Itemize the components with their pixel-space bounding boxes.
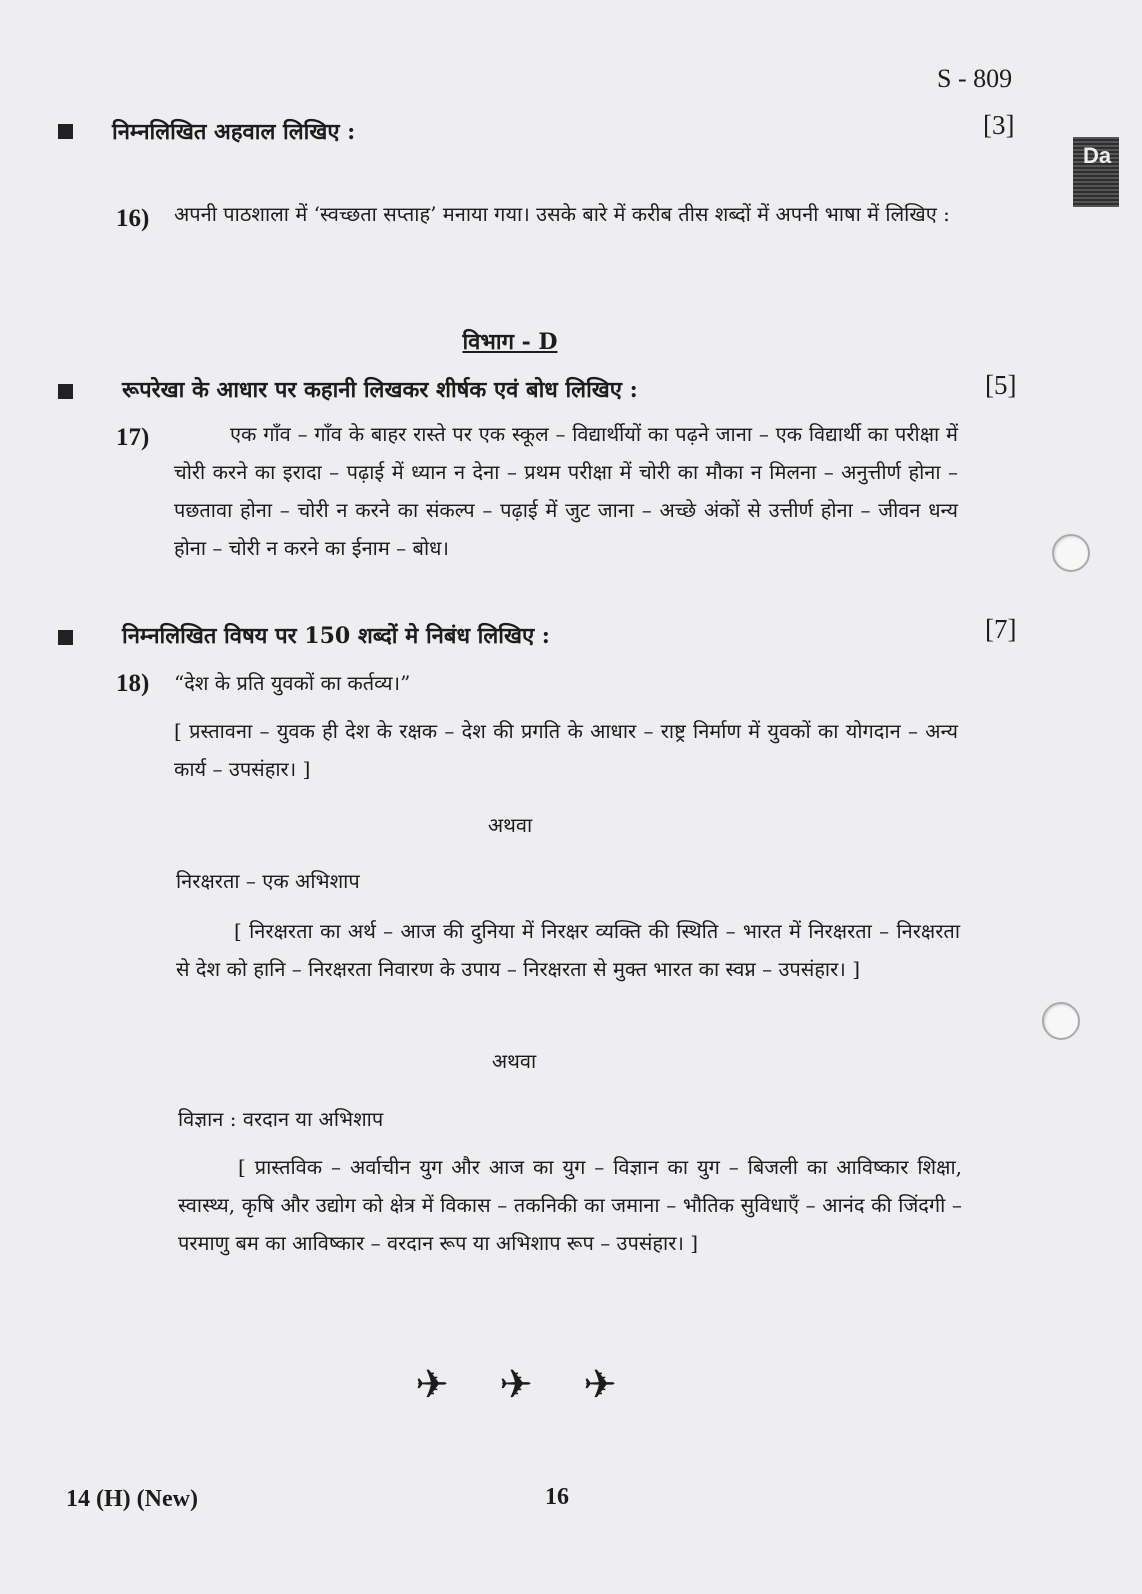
or-label: अथवा (487, 813, 533, 837)
punch-hole-icon (1042, 1002, 1080, 1040)
q17-marks: [5] (985, 370, 1017, 400)
q16-text: अपनी पाठशाला में ‘स्वच्छता सप्ताह’ मनाया गया। उसके बारे में करीब तीस शब्दों में अपनी भाषा में लिखिए : (174, 202, 950, 226)
airplane-icon: ✈ (415, 1362, 449, 1408)
section-title: विभाग - D (462, 329, 558, 355)
bullet-icon (58, 124, 73, 139)
page-side-tab (1073, 137, 1119, 207)
q16-marks: [3] (983, 110, 1015, 140)
or-label: अथवा (491, 1049, 537, 1073)
q17-heading: रूपरेखा के आधार पर कहानी लिखकर शीर्षक एवं बोध लिखिए : (122, 377, 638, 403)
essay-topic-2-title: निरक्षरता – एक अभिशाप (176, 869, 360, 893)
q18-heading: निम्नलिखित विषय पर 150 शब्दों मे निबंध लिखिए : (122, 623, 550, 649)
punch-hole-icon (1052, 534, 1090, 572)
essay-topic-2-points: [ निरक्षरता का अर्थ – आज की दुनिया में निरक्षर व्यक्ति की स्थिति – भारत में निरक्षरता – निरक्षरता से देश को हानि – निरक्षरता निवारण के उपाय – निरक्षरता से मुक्त भारत का स्वप्न – उपसंहार। ] (176, 919, 960, 981)
essay-topic-3-title: विज्ञान : वरदान या अभिशाप (178, 1107, 384, 1131)
essay-topic-3-points: [ प्रास्तविक – अर्वाचीन युग और आज का युग – विज्ञान का युग – बिजली का आविष्कार शिक्षा, स्वास्थ्य, कृषि और उद्योग को क्षेत्र में विकास – तकनिकी का जमाना – भौतिक सुविधाएँ – आनंद की जिंदगी – परमाणु बम का आविष्कार – वरदान रूप या अभिशाप रूप – उपसंहार। ] (178, 1155, 962, 1255)
q18-marks: [7] (985, 614, 1017, 644)
end-of-paper-marks (390, 1362, 642, 1408)
essay-topic-1-title: “देश के प्रति युवकों का कर्तव्य।” (174, 671, 411, 695)
q17-number: 17) (116, 424, 150, 451)
paper-code: S - 809 (937, 64, 1013, 93)
footer-code: 14 (H) (New) (66, 1486, 198, 1512)
essay-topic-1-points: [ प्रस्तावना – युवक ही देश के रक्षक – देश की प्रगति के आधार – राष्ट्र निर्माण में युवकों का योगदान – अन्य कार्य – उपसंहार। ] (174, 719, 958, 781)
q18-number: 18) (116, 670, 150, 697)
airplane-icon: ✈ (499, 1362, 533, 1408)
q17-text: एक गाँव – गाँव के बाहर रास्ते पर एक स्कूल – विद्यार्थीयों का पढ़ने जाना – एक विद्यार्थी का परीक्षा में चोरी करने का इरादा – पढ़ाई में ध्यान न देना – प्रथम परीक्षा में चोरी का मौका न मिलना – अनुत्तीर्ण होना – पछतावा होना – चोरी न करने का संकल्प – पढ़ाई में जुट जाना – अच्छे अंकों से उत्तीर्ण होना – जीवन धन्य होना – चोरी न करने का ईनाम – बोध। (174, 422, 958, 560)
bullet-icon (58, 630, 73, 645)
q16-heading: निम्नलिखित अहवाल लिखिए : (112, 119, 356, 145)
airplane-icon: ✈ (583, 1362, 617, 1408)
page-number: 16 (545, 1484, 569, 1510)
q16-number: 16) (116, 205, 150, 232)
bullet-icon (58, 384, 73, 399)
side-tab-label: Da (1083, 143, 1112, 168)
